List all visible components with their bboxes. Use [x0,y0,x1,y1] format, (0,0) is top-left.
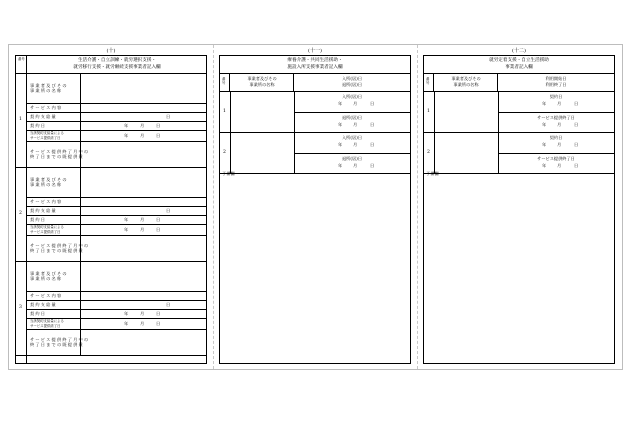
row-number: 2 [223,149,226,155]
contract-date-label: 契約日 [549,94,563,99]
year-label: 年 [124,226,129,232]
month-label: 月 [140,132,145,138]
contract-date-label: 契約日 [549,135,563,140]
day-label: 日 [574,101,579,106]
year-label: 年 [124,122,129,128]
service-content-label: サービス内容 [30,104,63,110]
office-header-line2: 事業所の名称 [453,82,479,87]
month-label: 月 [557,162,562,168]
day-label: 日 [574,142,579,147]
day-label: 日 [370,142,375,147]
day-label: 日 [156,320,161,326]
section-11 [213,45,418,369]
row-number: 2 [427,149,430,155]
month-label: 月 [140,216,145,222]
service-end-label: 当該契約支給量による [30,225,64,230]
section-11-table [219,55,411,364]
in-date-label: 入所(居)日 [341,135,363,140]
contract-date-label: 契約日 [30,122,47,128]
contract-amount-label: 契約支給量 [30,207,57,213]
office-header-line1: 事業者及びその [451,76,481,81]
form-sheet [8,44,623,370]
month-label: 月 [140,320,145,326]
month-label: 月 [557,101,562,106]
year-label: 年 [338,121,343,127]
year-label: 年 [542,121,547,127]
table-row [424,132,614,173]
service-end-label: サービス提供終了日 [30,229,61,234]
service-end-label: 当該契約支給量による [30,131,64,136]
month-label: 月 [557,121,562,127]
year-label: 年 [338,101,343,106]
used-amount-label: サービス提供終了月中の [30,336,90,342]
section-title-line2: 施設入所支援事業者記入欄 [287,64,343,70]
row-number: 3 [19,305,22,310]
notes-label: 予備欄 [426,171,439,176]
contract-amount-label: 契約支給量 [30,301,57,307]
out-date-label: 退所(居)日 [341,155,363,161]
service-end-label: サービス提供終了日 [30,323,61,328]
header-number: 番号 [18,57,25,61]
office-name-label: 事業所の名称 [30,276,63,281]
month-label: 月 [140,310,145,316]
office-name-label: 事業者及びその [30,176,68,182]
table-row [424,91,614,132]
section-title-line1: 生活介護・自立訓練・就労選択支援・ [77,58,157,63]
row-number: 1 [223,108,226,114]
service-end-label: サービス提供終了日 [537,114,575,120]
day-label: 日 [156,132,161,138]
used-amount-label: サービス提供終了月中の [30,242,90,248]
row-number: 1 [427,108,430,114]
section-12 [417,45,621,369]
day-label: 日 [156,226,161,232]
day-label: 日 [156,122,161,128]
day-unit: 日 [166,207,171,213]
month-label: 月 [353,121,358,127]
month-label: 月 [140,122,145,128]
contract-amount-label: 契約支給量 [30,113,57,119]
month-label: 月 [353,142,358,147]
section-title-line1: 療養介護・共同生活援助・ [287,58,343,63]
month-label: 月 [353,101,358,106]
service-content-label: サービス内容 [30,292,63,298]
year-label: 年 [124,310,129,316]
year-label: 年 [124,320,129,326]
section-10-table [15,55,207,364]
year-label: 年 [338,162,343,168]
section-number: (十二) [512,48,526,54]
out-header: 退所(居)日 [341,82,363,87]
day-label: 日 [370,101,375,106]
day-label: 日 [574,121,579,127]
year-label: 年 [542,142,547,147]
in-header: 入所(居)日 [341,76,363,81]
end-header: 利用終了日 [545,82,567,87]
day-label: 日 [574,162,579,168]
office-header-line1: 事業者及びその [247,76,277,81]
office-name-label: 事業者及びその [30,270,68,276]
notes-label: 予備欄 [222,171,235,176]
start-header: 利用開始日 [545,76,567,81]
service-content-label: サービス内容 [30,198,63,204]
year-label: 年 [338,142,343,147]
day-label: 日 [156,310,161,316]
table-row [220,91,410,132]
used-amount-label: 終了日までの既提供量 [30,154,84,159]
service-end-label: 当該契約支給量による [30,319,64,324]
used-amount-label: 終了日までの既提供量 [30,248,84,253]
office-name-label: 事業所の名称 [30,182,63,187]
year-label: 年 [124,216,129,222]
month-label: 月 [557,142,562,147]
day-label: 日 [370,162,375,168]
table-row [220,132,410,173]
section-10 [9,45,214,369]
month-label: 月 [353,162,358,168]
year-label: 年 [542,162,547,168]
day-unit: 日 [166,301,171,307]
header-number: 番号 [426,77,430,86]
section-number: (十) [106,48,116,54]
contract-date-label: 契約日 [30,310,47,316]
section-title-line2: 事業者記入欄 [505,64,533,70]
service-end-label: サービス提供終了日 [30,135,61,140]
row-number: 1 [19,117,22,122]
day-label: 日 [156,216,161,222]
row-number: 2 [19,211,22,216]
office-name-label: 事業所の名称 [30,88,63,93]
out-date-label: 退所(居)日 [341,114,363,120]
section-title-line2: 就労移行支援・就労継続支援事業者記入欄 [73,64,161,70]
service-end-label: サービス提供終了日 [537,155,575,161]
office-name-label: 事業者及びその [30,82,68,88]
section-12-table [423,55,615,364]
year-label: 年 [542,101,547,106]
in-date-label: 入所(居)日 [341,94,363,99]
year-label: 年 [124,132,129,138]
month-label: 月 [140,226,145,232]
contract-date-label: 契約日 [30,216,47,222]
office-header-line2: 事業所の名称 [249,82,275,87]
day-label: 日 [370,121,375,127]
used-amount-label: 終了日までの既提供量 [30,342,84,347]
day-unit: 日 [166,113,171,119]
used-amount-label: サービス提供終了月中の [30,148,90,154]
header-number: 番号 [222,77,226,86]
table-row [16,261,206,355]
table-row [16,73,206,167]
table-row [16,167,206,261]
section-number: (十一) [308,48,322,54]
section-title-line1: 就労定着支援・自立生活援助 [489,58,549,63]
